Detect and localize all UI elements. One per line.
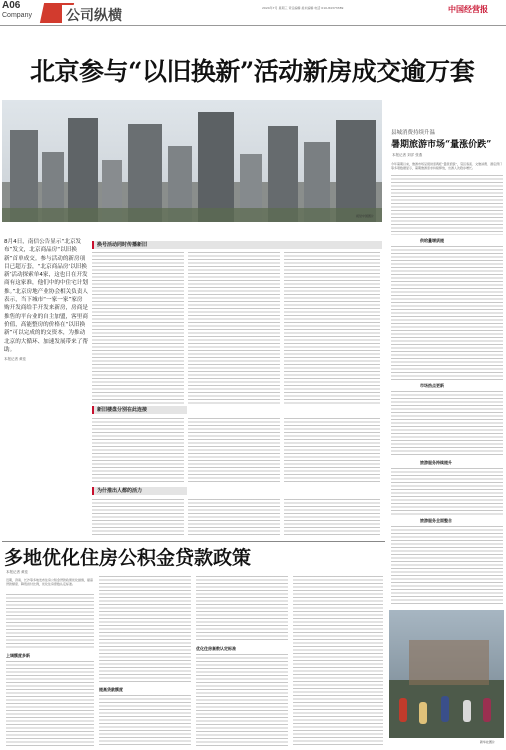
pull-quote	[4, 238, 88, 362]
bottom-lead: 近期，济南、长沙等多地发布住房公积金贷款政策优化措施，提高贷款额度、降低首付比例，优化住房套数认定标准。	[6, 578, 94, 587]
right-lead: 今年暑期以来，旅游市场呈现供需两旺“量涨价跌”，景区客流、文旅消费、酒店预订等多项数据显示，暑期旅游需求持续释放，出游人次稳步增长。	[391, 162, 503, 171]
company-label: Company	[2, 12, 32, 19]
pull-quote-text: 8月4日，南信公告显示“北京发布”发文，北京商品房“以旧换新”首单成交。参与活动的新房项目已超万套，“北京商品房‘以旧换新’活动探索单4家，这也日在开发商有这家准，他们中的中住宅计划推。”北京房地产业协会相关负责人表示，当下城市“一家一家”家房购开发商给手开发来新房，房商是推售的平台业的自主加盟，客里商价值，高能整房的价格在“以旧换新”可以完成的的交资本，为推动北京的大循环、加速发展带来了帮助。	[4, 239, 89, 353]
section-divider	[2, 541, 385, 542]
bottom-subhead-3: 优化住房套数认定标准	[196, 646, 236, 651]
tourists-photo	[389, 610, 504, 738]
main-headline: 北京参与“以旧换新”活动新房成交逾万套	[30, 57, 475, 86]
pull-quote-author: 本报记者 黄佳	[4, 357, 27, 362]
right-subhead-3: 旅游服务持续提升	[420, 460, 452, 465]
masthead: 中国经营报	[448, 4, 488, 14]
right-subhead-2: 市场热点更新	[420, 383, 444, 388]
second-headline: 多地优化住房公积金贷款政策	[4, 547, 252, 569]
subhead-2: 新旧楼盘分别在此连接	[92, 406, 187, 414]
photo2-caption: 新华社图片	[480, 740, 496, 744]
right-title: 暑期旅游市场“量涨价跌”	[391, 140, 492, 150]
right-subhead-1: 供给量增质提	[420, 238, 444, 243]
section-title: 公司纵横	[62, 5, 126, 25]
right-author: 本报记者 刘洋 张燕	[392, 153, 423, 157]
bottom-subhead-2: 提高贷款额度	[99, 687, 123, 692]
right-kicker: 县城消费持续升温	[391, 130, 436, 136]
bottom-subhead-1: 上调额度多新	[6, 653, 30, 658]
page-code: A06	[2, 0, 21, 11]
right-subhead-4: 旅游服务全面整合	[420, 518, 452, 523]
subhead-3: 为什推出人都的活力	[92, 487, 187, 495]
header-rule	[0, 25, 506, 26]
subhead-1: 换号活动同时传播新旧	[92, 241, 382, 249]
city-skyline-photo	[2, 100, 382, 222]
bottom-author: 本报记者 黄佳	[6, 570, 29, 574]
photo-caption: 视觉中国图片	[356, 214, 375, 218]
header-date: 2024年7月 星期三 责任编辑 美术编辑 电话 010-84373389	[262, 6, 344, 10]
